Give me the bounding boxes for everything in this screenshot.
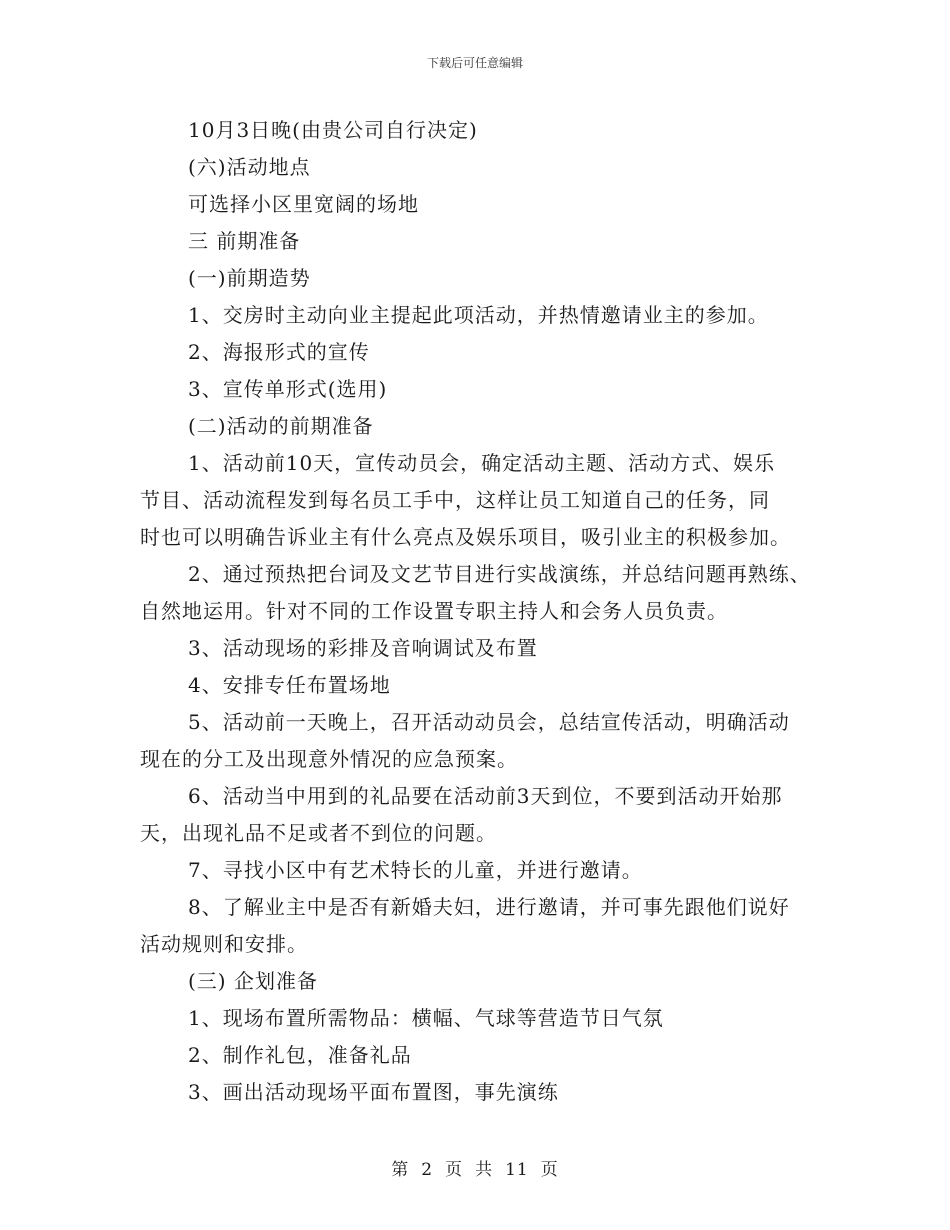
list-item-continuation: 时也可以明确告诉业主有什么亮点及娱乐项目，吸引业主的积极参加。	[140, 525, 791, 549]
subsection-heading: (二)活动的前期准备	[188, 414, 374, 438]
list-item-continuation: 现在的分工及出现意外情况的应急预案。	[140, 747, 518, 771]
list-item: 1、活动前10天，宣传动员会，确定活动主题、活动方式、娱乐	[188, 451, 776, 475]
list-item: 4、安排专任布置场地	[188, 673, 391, 697]
body-line: 10月3日晚(由贵公司自行决定)	[188, 118, 478, 142]
list-item-continuation: 活动规则和安排。	[140, 932, 308, 956]
list-item: 2、海报形式的宣传	[188, 340, 370, 364]
list-item: 1、交房时主动向业主提起此项活动，并热情邀请业主的参加。	[188, 303, 769, 327]
list-item-continuation: 天，出现礼品不足或者不到位的问题。	[140, 821, 497, 845]
list-item: 2、通过预热把台词及文艺节目进行实战演练，并总结问题再熟练、	[188, 562, 811, 586]
footer-page-word: 页	[445, 1160, 464, 1180]
document-body	[140, 112, 820, 1111]
list-item: 5、活动前一天晚上，召开活动动员会，总结宣传活动，明确活动	[188, 710, 790, 734]
list-item-continuation: 节目、活动流程发到每名员工手中，这样让员工知道自己的任务，同	[140, 488, 770, 512]
footer-total-word: 共	[475, 1160, 494, 1180]
list-item-continuation: 自然地运用。针对不同的工作设置专职主持人和会务人员负责。	[140, 599, 728, 623]
body-line: 可选择小区里宽阔的场地	[188, 192, 419, 216]
footer-suffix: 页	[540, 1160, 559, 1180]
page-number: 2	[421, 1160, 434, 1180]
list-item: 8、了解业主中是否有新婚夫妇，进行邀请，并可事先跟他们说好	[188, 895, 790, 919]
footer-prefix: 第	[391, 1160, 410, 1180]
subsection-heading: (三) 企划准备	[188, 969, 318, 993]
list-item: 6、活动当中用到的礼品要在活动前3天到位，不要到活动开始那	[188, 784, 783, 808]
total-pages: 11	[505, 1160, 529, 1180]
list-item: 1、现场布置所需物品：横幅、气球等营造节日气氛	[188, 1006, 664, 1030]
header-note: 下载后可任意编辑	[426, 56, 523, 70]
list-item: 7、寻找小区中有艺术特长的儿童，并进行邀请。	[188, 858, 643, 882]
list-item: 3、画出活动现场平面布置图，事先演练	[188, 1080, 559, 1104]
section-heading: 三 前期准备	[188, 229, 301, 253]
list-item: 2、制作礼包，准备礼品	[188, 1043, 412, 1067]
section-heading: (六)活动地点	[188, 155, 311, 179]
list-item: 3、宣传单形式(选用)	[188, 377, 388, 401]
subsection-heading: (一)前期造势	[188, 266, 311, 290]
page-footer	[0, 1155, 950, 1180]
list-item: 3、活动现场的彩排及音响调试及布置	[188, 636, 538, 660]
